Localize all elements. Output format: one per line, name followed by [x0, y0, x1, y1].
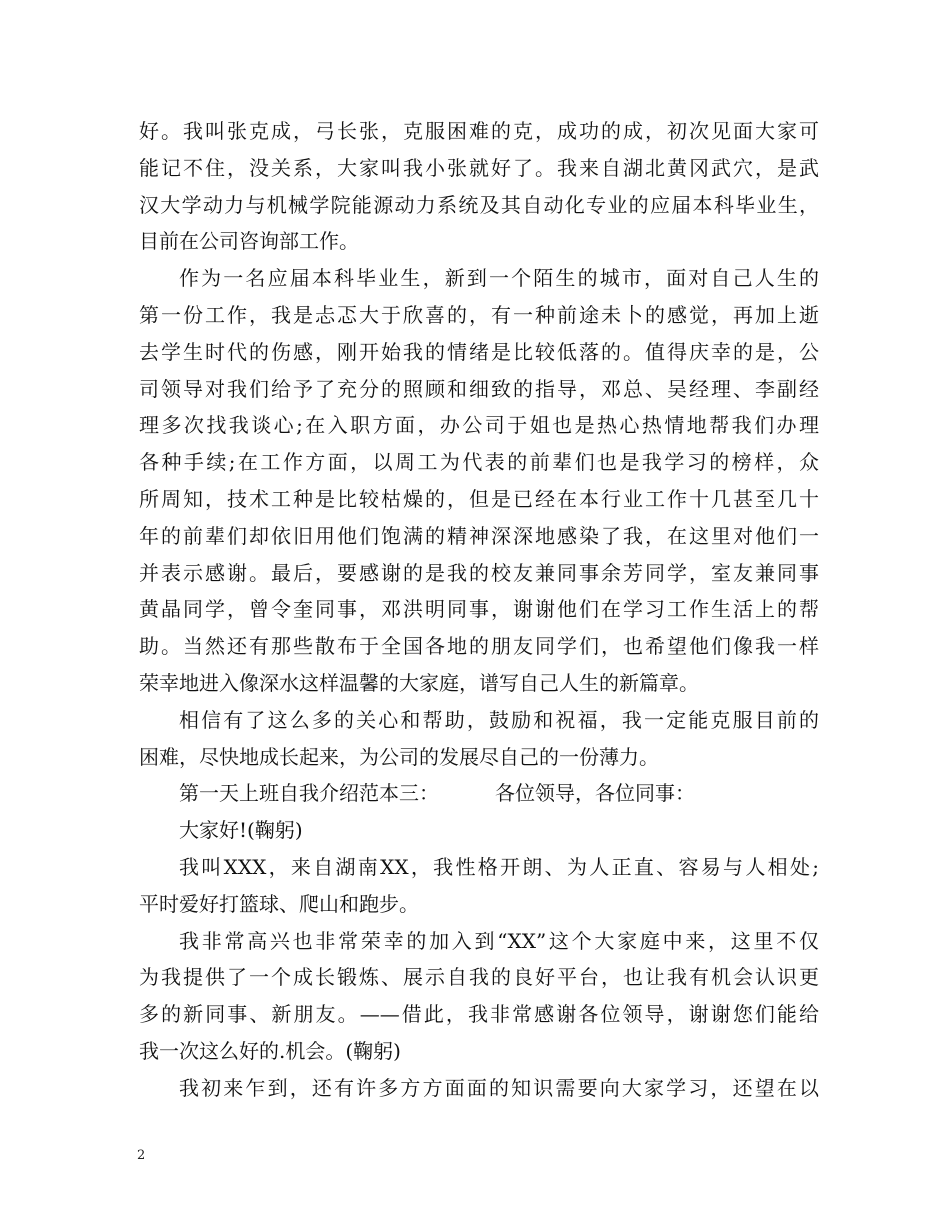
- text-line-content: 我非常高兴也非常荣幸的加入到“XX”这个大家庭中来，这里不仅: [179, 928, 819, 953]
- text-line-content: 作为一名应届本科毕业生，新到一个陌生的城市，面对自己人生的: [179, 266, 819, 291]
- page-number: 2: [137, 1148, 146, 1163]
- text-line: [139, 739, 819, 776]
- text-line: [139, 702, 819, 739]
- text-line-content: 去学生时代的伤感，刚开始我的情绪是比较低落的。值得庆幸的是，公: [139, 339, 819, 364]
- text-line-content: 黄晶同学，曾令奎同事，邓洪明同事，谢谢他们在学习工作生活上的帮: [139, 597, 819, 622]
- text-line-content: 多的新同事、新朋友。——借此，我非常感谢各位领导，谢谢您们能给: [139, 1002, 819, 1027]
- text-line: [139, 150, 819, 187]
- text-line: [139, 223, 819, 260]
- text-line-content: 我一次这么好的.机会。(鞠躬): [139, 1038, 401, 1063]
- text-line-content: 所周知，技术工种是比较枯燥的，但是已经在本行业工作十几甚至几十: [139, 486, 819, 511]
- text-line-content: 理多次找我谈心;在入职方面，办公司于姐也是热心热情地帮我们办理: [139, 413, 819, 438]
- text-line: [139, 481, 819, 518]
- text-line: [139, 444, 819, 481]
- text-line-trailing: 各位领导，各位同事：: [495, 781, 695, 806]
- text-line-content: 目前在公司咨询部工作。: [139, 229, 359, 254]
- text-line-content: 助。当然还有那些散布于全国各地的朋友同学们，也希望他们像我一样: [139, 634, 819, 659]
- text-line-content: 第一天上班自我介绍范本三：: [179, 781, 439, 806]
- text-line: [139, 1070, 819, 1107]
- text-line: [139, 407, 819, 444]
- text-line-content: 相信有了这么多的关心和帮助，鼓励和祝福，我一定能克服目前的: [179, 707, 819, 732]
- text-line-content: 为我提供了一个成长锻炼、展示自我的良好平台，也让我有机会认识更: [139, 965, 819, 990]
- text-line: [139, 923, 819, 960]
- document-body: [139, 113, 819, 1107]
- text-line: [139, 113, 819, 150]
- text-line: [139, 1033, 819, 1070]
- text-line: [139, 996, 819, 1033]
- text-line: [139, 628, 819, 665]
- text-line-content: 年的前辈们却依旧用他们饱满的精神深深地感染了我，在这里对他们一: [139, 523, 819, 548]
- text-line: [139, 775, 819, 812]
- text-line-content: 司领导对我们给予了充分的照顾和细致的指导，邓总、吴经理、李副经: [139, 376, 819, 401]
- text-line: [139, 959, 819, 996]
- text-line-content: 能记不住，没关系，大家叫我小张就好了。我来自湖北黄冈武穴，是武: [139, 155, 819, 180]
- text-line-content: 我初来乍到，还有许多方方面面的知识需要向大家学习，还望在以: [179, 1075, 819, 1100]
- text-line: [139, 260, 819, 297]
- text-line-content: 困难，尽快地成长起来，为公司的发展尽自己的一份薄力。: [139, 744, 659, 769]
- text-line: [139, 518, 819, 555]
- text-line-content: 荣幸地进入像深水这样温馨的大家庭，谱写自己人生的新篇章。: [139, 670, 699, 695]
- text-line: [139, 849, 819, 886]
- text-line: [139, 371, 819, 408]
- text-line-content: 我叫XXX，来自湖南XX，我性格开朗、为人正直、容易与人相处;: [179, 854, 819, 879]
- text-line: [139, 812, 819, 849]
- text-line: [139, 886, 819, 923]
- text-line-content: 第一份工作，我是忐忑大于欣喜的，有一种前途未卜的感觉，再加上逝: [139, 302, 819, 327]
- text-line-content: 好。我叫张克成，弓长张，克服困难的克，成功的成，初次见面大家可: [139, 119, 819, 143]
- text-line: [139, 555, 819, 592]
- text-line-content: 汉大学动力与机械学院能源动力系统及其自动化专业的应届本科毕业生，: [139, 192, 819, 217]
- text-line-content: 大家好!(鞠躬): [179, 818, 303, 843]
- text-line: [139, 334, 819, 371]
- text-line: [139, 297, 819, 334]
- text-line: [139, 665, 819, 702]
- text-line: [139, 187, 819, 224]
- text-line-content: 并表示感谢。最后，要感谢的是我的校友兼同事余芳同学，室友兼同事: [139, 560, 819, 585]
- text-line: [139, 591, 819, 628]
- text-line-content: 各种手续;在工作方面，以周工为代表的前辈们也是我学习的榜样，众: [139, 450, 819, 475]
- text-line-content: 平时爱好打篮球、爬山和跑步。: [139, 891, 419, 916]
